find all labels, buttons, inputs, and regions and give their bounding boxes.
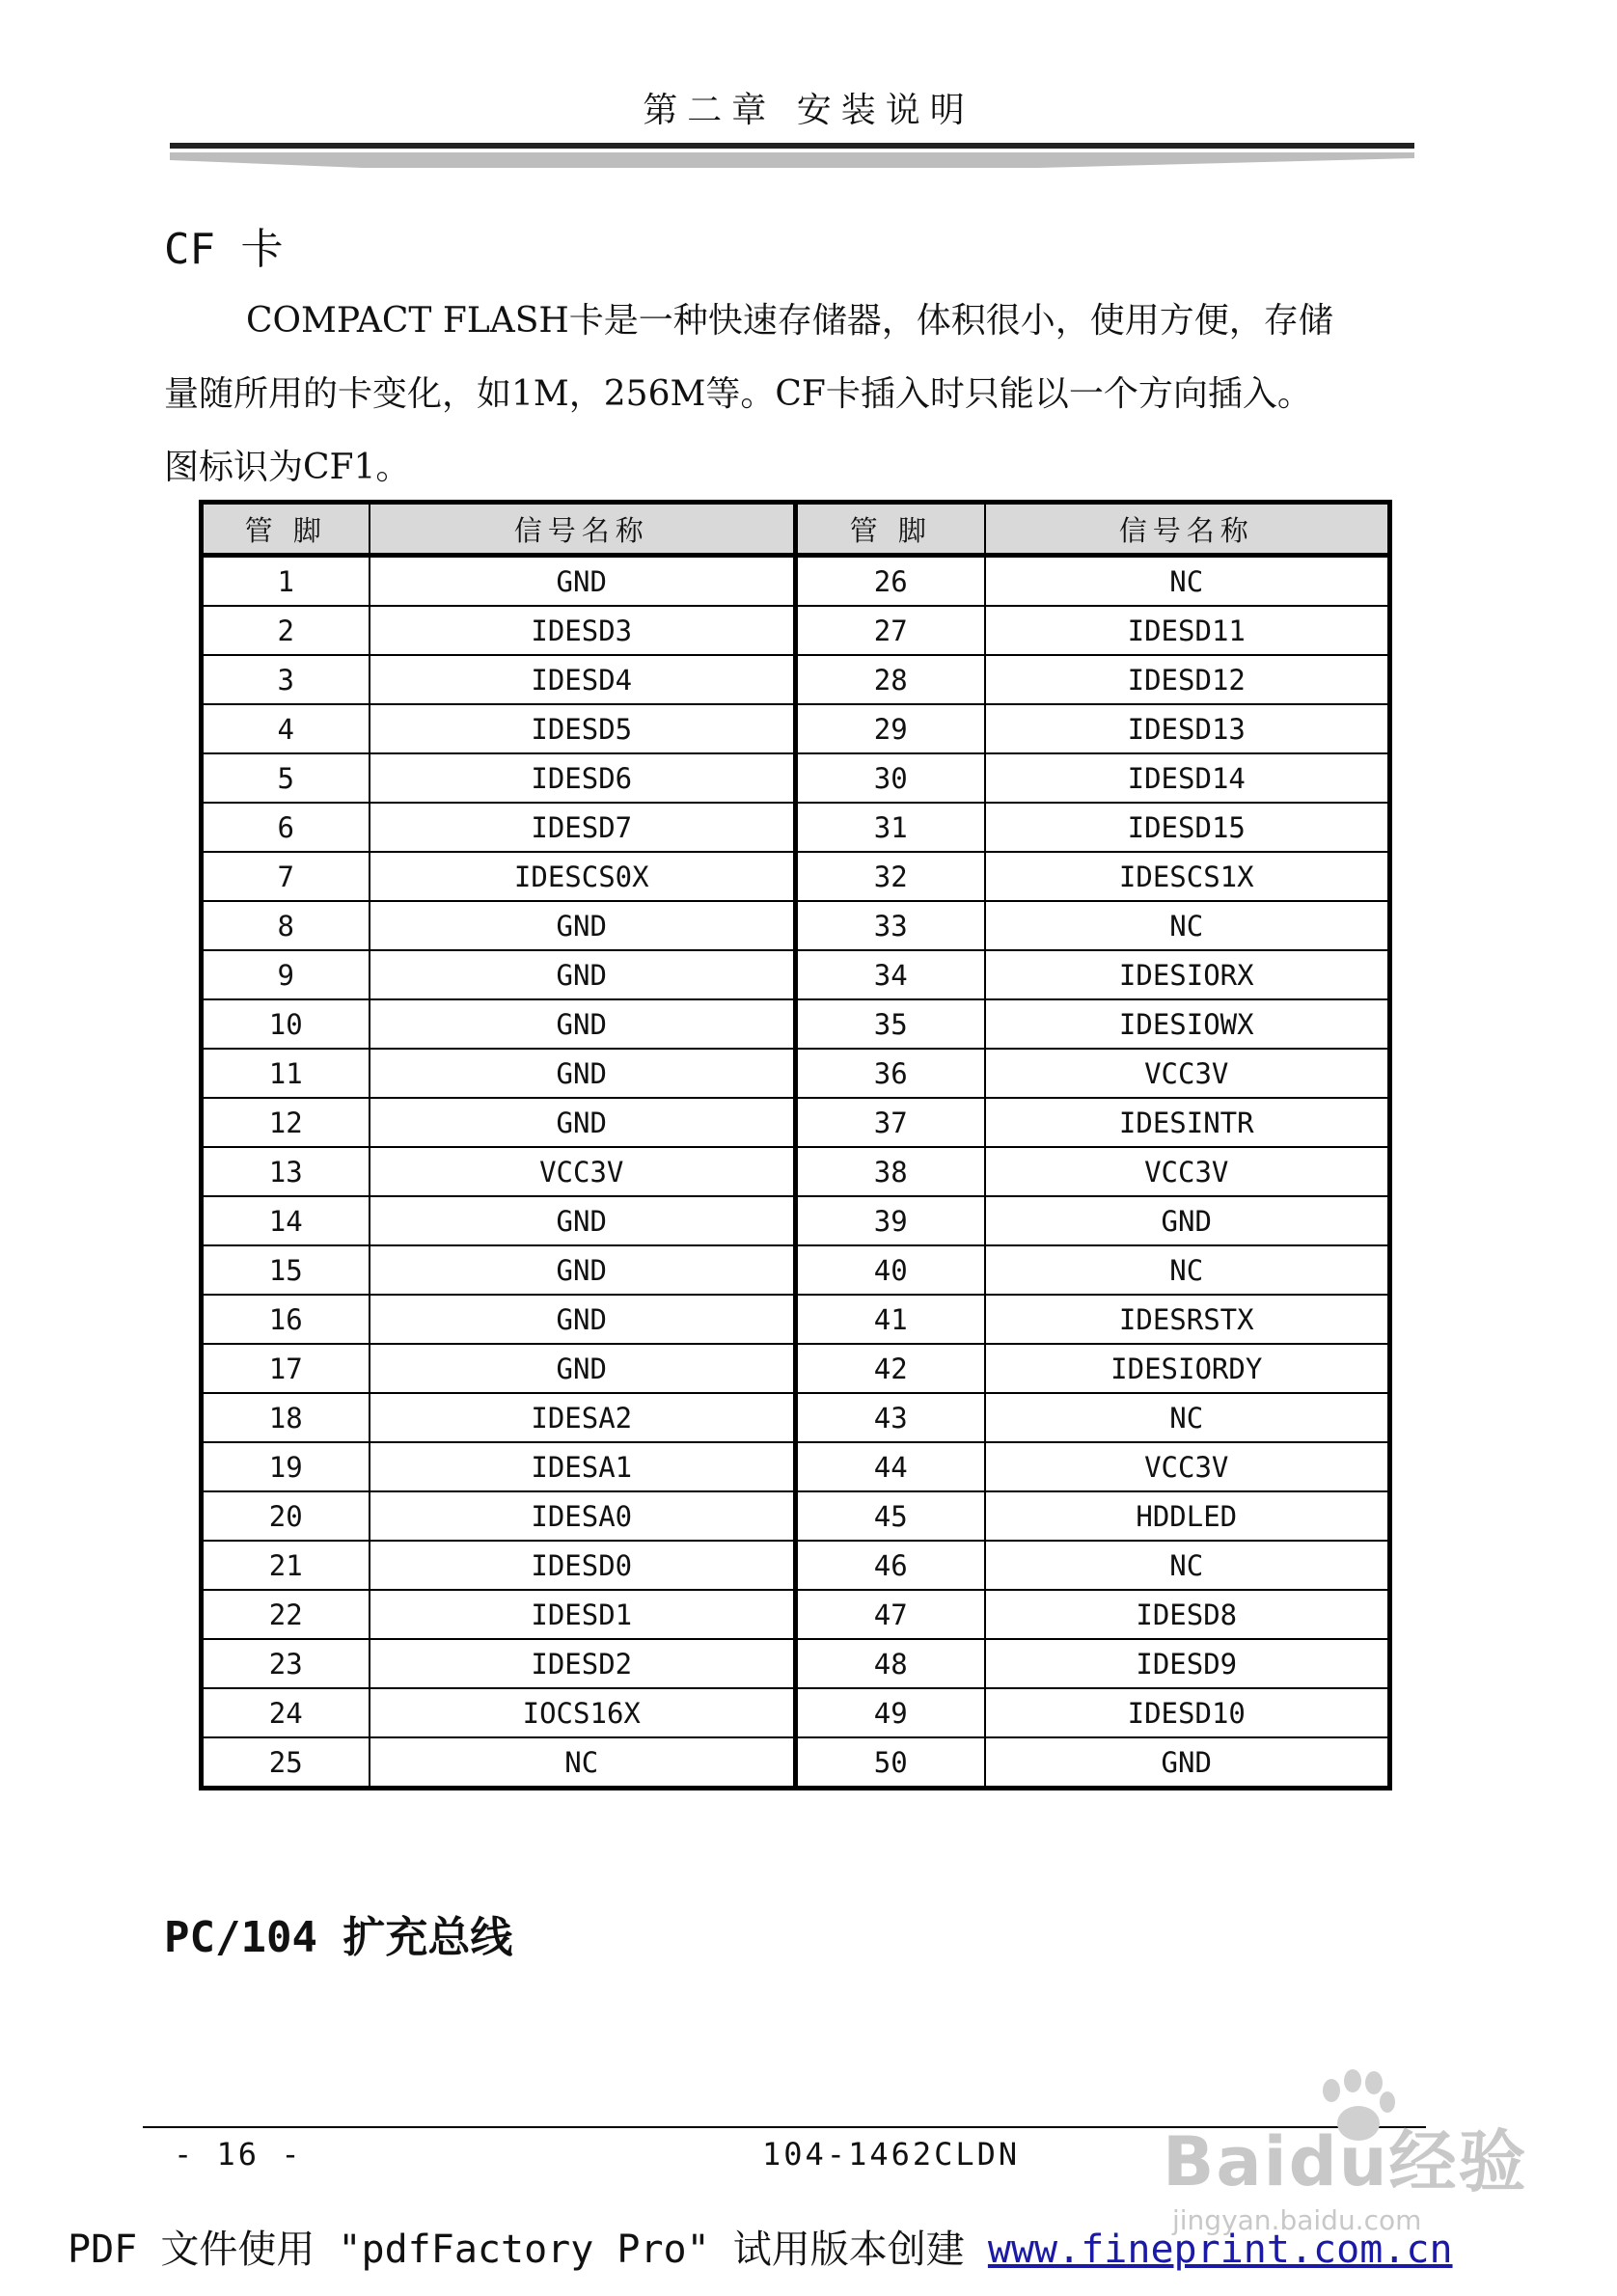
pin-number-cell: 40 [796,1245,985,1295]
signal-name-cell: IDESIOWX [985,999,1390,1049]
pin-number-cell: 42 [796,1344,985,1393]
pin-number-cell: 32 [796,852,985,901]
pin-number-cell: 8 [202,901,370,950]
signal-name-cell: IDESD3 [370,606,796,655]
signal-name-cell: IDESA0 [370,1491,796,1541]
pin-number-cell: 7 [202,852,370,901]
signal-name-cell: GND [985,1737,1390,1789]
signal-name-cell: VCC3V [985,1442,1390,1491]
section-title-cf: CF 卡 [164,225,284,274]
table-row [202,606,1390,655]
pin-number-cell: 30 [796,753,985,803]
pin-number-cell: 28 [796,655,985,704]
pin-number-cell: 37 [796,1098,985,1147]
header-signal: 信号名称 [985,503,1390,556]
signal-name-cell: GND [370,1295,796,1344]
pin-number-cell: 39 [796,1196,985,1245]
signal-name-cell: IDESD4 [370,655,796,704]
signal-name-cell: IDESD2 [370,1639,796,1688]
watermark-logo: Baidu经验 [1163,2122,1528,2201]
signal-name-cell: NC [985,1541,1390,1590]
signal-name-cell: GND [370,1344,796,1393]
pin-number-cell: 25 [202,1737,370,1789]
pin-number-cell: 45 [796,1491,985,1541]
table-header-row [202,503,1390,556]
signal-name-cell: IDESD12 [985,655,1390,704]
signal-name-cell: GND [370,1049,796,1098]
cf-paragraph-line: 量随所用的卡变化，如1M，256M等。CF卡插入时只能以一个方向插入。 [164,374,1312,414]
signal-name-cell: VCC3V [985,1147,1390,1196]
signal-name-cell: IDESIORDY [985,1344,1390,1393]
table-row [202,950,1390,999]
signal-name-cell: VCC3V [370,1147,796,1196]
signal-name-cell: IDESCS1X [985,852,1390,901]
pin-number-cell: 19 [202,1442,370,1491]
signal-name-cell: GND [370,950,796,999]
pin-number-cell: 22 [202,1590,370,1639]
signal-name-cell: NC [985,901,1390,950]
signal-name-cell: HDDLED [985,1491,1390,1541]
signal-name-cell: IDESD5 [370,704,796,753]
pin-number-cell: 18 [202,1393,370,1442]
pin-number-cell: 21 [202,1541,370,1590]
pin-number-cell: 26 [796,556,985,607]
signal-name-cell: IDESINTR [985,1098,1390,1147]
pin-number-cell: 44 [796,1442,985,1491]
table-row [202,1541,1390,1590]
signal-name-cell: IDESD11 [985,606,1390,655]
signal-name-cell: NC [985,1245,1390,1295]
signal-name-cell: IDESIORX [985,950,1390,999]
header-signal: 信号名称 [370,503,796,556]
signal-name-cell: IDESD9 [985,1639,1390,1688]
table-row [202,655,1390,704]
table-body [202,556,1390,1789]
pin-number-cell: 11 [202,1049,370,1098]
pin-number-cell: 33 [796,901,985,950]
pin-number-cell: 13 [202,1147,370,1196]
signal-name-cell: IDESD6 [370,753,796,803]
signal-name-cell: IDESA2 [370,1393,796,1442]
pin-number-cell: 5 [202,753,370,803]
cf-paragraph-line: 图标识为CF1。 [164,448,411,487]
table-row [202,1688,1390,1737]
table-row [202,753,1390,803]
pin-number-cell: 29 [796,704,985,753]
pin-number-cell: 9 [202,950,370,999]
pin-number-cell: 49 [796,1688,985,1737]
pin-number-cell: 3 [202,655,370,704]
table-row [202,1442,1390,1491]
signal-name-cell: NC [370,1737,796,1789]
pin-number-cell: 23 [202,1639,370,1688]
table-row [202,1196,1390,1245]
signal-name-cell: IDESD14 [985,753,1390,803]
pin-number-cell: 20 [202,1491,370,1541]
watermark-url: jingyan.baidu.com [1172,2204,1422,2236]
pin-number-cell: 48 [796,1639,985,1688]
table-row [202,1295,1390,1344]
signal-name-cell: IDESD7 [370,803,796,852]
table-row [202,803,1390,852]
section-title-pc104: PC/104 扩充总线 [164,1913,513,1962]
pin-number-cell: 31 [796,803,985,852]
pin-number-cell: 27 [796,606,985,655]
signal-name-cell: IDESD10 [985,1688,1390,1737]
document-id: 104-1462CLDN [762,2136,1021,2173]
signal-name-cell: IDESD13 [985,704,1390,753]
pdf-banner [68,2219,1453,2274]
baidu-watermark [1163,2069,1529,2243]
pin-number-cell: 2 [202,606,370,655]
table-row [202,1098,1390,1147]
table-row [202,1147,1390,1196]
table-row [202,1245,1390,1295]
cf-paragraph-line: COMPACT FLASH卡是一种快速存储器，体积很小，使用方便，存储 [246,301,1333,341]
fineprint-link[interactable]: www.fineprint.com.cn [987,2228,1453,2272]
signal-name-cell: GND [370,999,796,1049]
signal-name-cell: GND [370,901,796,950]
pin-number-cell: 16 [202,1295,370,1344]
banner-text: PDF 文件使用 "pdfFactory Pro" 试用版本创建 [68,2228,988,2272]
header-rule [170,143,1414,172]
pin-number-cell: 38 [796,1147,985,1196]
pin-number-cell: 14 [202,1196,370,1245]
table-row [202,1491,1390,1541]
pin-number-cell: 1 [202,556,370,607]
page-number: - 16 - [174,2136,303,2173]
signal-name-cell: GND [370,556,796,607]
signal-name-cell: GND [370,1196,796,1245]
table-row [202,1737,1390,1789]
table-row [202,1049,1390,1098]
pin-number-cell: 4 [202,704,370,753]
table-row [202,999,1390,1049]
pin-number-cell: 35 [796,999,985,1049]
signal-name-cell: GND [370,1245,796,1295]
signal-name-cell: NC [985,556,1390,607]
table-row [202,1393,1390,1442]
header-pin: 管 脚 [202,503,370,556]
pin-number-cell: 6 [202,803,370,852]
table-row [202,1590,1390,1639]
table-row [202,704,1390,753]
pin-number-cell: 47 [796,1590,985,1639]
signal-name-cell: IDESA1 [370,1442,796,1491]
signal-name-cell: IDESD1 [370,1590,796,1639]
signal-name-cell: IDESD0 [370,1541,796,1590]
table-row [202,1639,1390,1688]
pin-number-cell: 12 [202,1098,370,1147]
table-row [202,1344,1390,1393]
pin-number-cell: 43 [796,1393,985,1442]
pin-number-cell: 41 [796,1295,985,1344]
signal-name-cell: IOCS16X [370,1688,796,1737]
signal-name-cell: GND [985,1196,1390,1245]
signal-name-cell: IDESD8 [985,1590,1390,1639]
pin-number-cell: 36 [796,1049,985,1098]
cf-pin-table [199,500,1392,1790]
chapter-header: 第二章 安装说明 [643,91,974,130]
table-row [202,901,1390,950]
pin-number-cell: 15 [202,1245,370,1295]
pin-number-cell: 24 [202,1688,370,1737]
signal-name-cell: VCC3V [985,1049,1390,1098]
signal-name-cell: IDESRSTX [985,1295,1390,1344]
table-row [202,852,1390,901]
signal-name-cell: IDESD15 [985,803,1390,852]
pin-number-cell: 10 [202,999,370,1049]
signal-name-cell: NC [985,1393,1390,1442]
pin-number-cell: 50 [796,1737,985,1789]
header-pin: 管 脚 [796,503,985,556]
signal-name-cell: IDESCS0X [370,852,796,901]
pin-number-cell: 34 [796,950,985,999]
pin-number-cell: 46 [796,1541,985,1590]
table-row [202,556,1390,607]
signal-name-cell: GND [370,1098,796,1147]
pin-number-cell: 17 [202,1344,370,1393]
